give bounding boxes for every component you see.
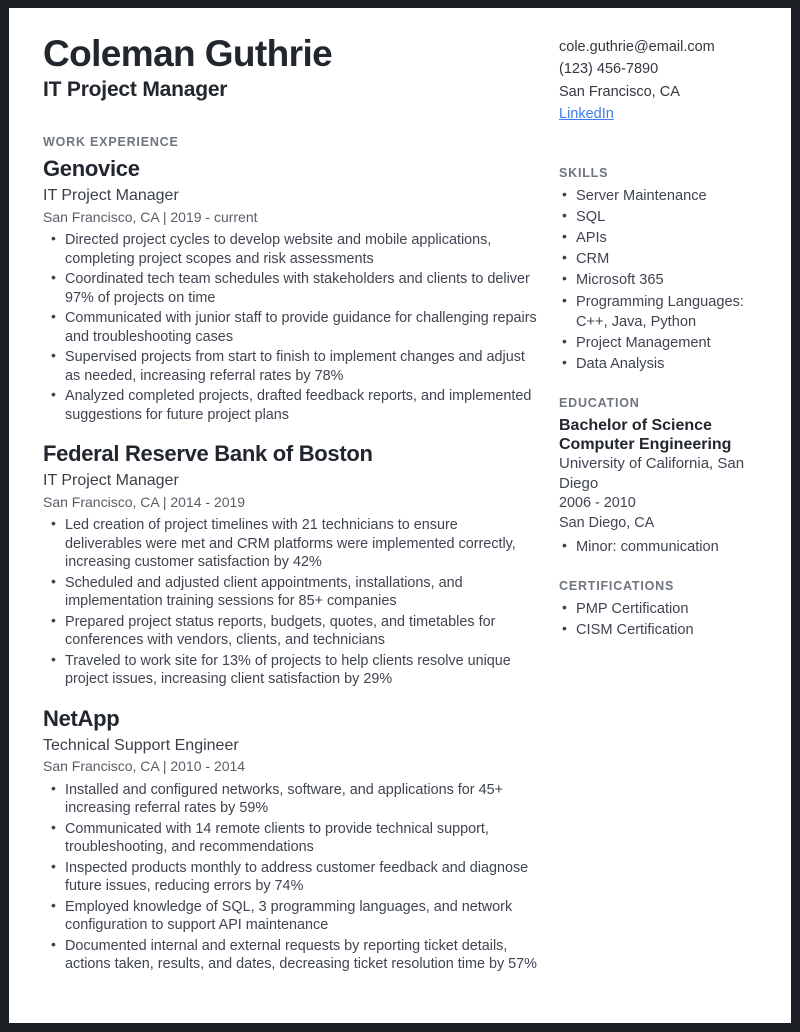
work-experience-heading: WORK EXPERIENCE: [43, 135, 179, 150]
job-bullet: • Analyzed completed projects, drafted feedback reports, and implemented suggestions for future project plans: [43, 387, 537, 424]
skill-item: • Programming Languages: C++, Java, Python: [559, 292, 763, 332]
job-bullet: • Communicated with 14 remote clients to provide technical support, troubleshooting, and recommendations: [43, 820, 537, 857]
job-entry: [43, 441, 537, 689]
job-title: IT Project Manager: [43, 187, 179, 205]
job-bullet: • Documented internal and external requests by reporting ticket details, actions taken, results, and dates, decreasing ticket resolution time by 57%: [43, 937, 537, 974]
page-title: Coleman Guthrie: [43, 33, 333, 74]
work-experience-section: [43, 135, 537, 974]
skills-list: [559, 186, 763, 374]
job-company: NetApp: [43, 705, 120, 731]
job-title: Technical Support Engineer: [43, 736, 239, 754]
job-meta: San Francisco, CA | 2014 - 2019: [43, 493, 246, 510]
skill-item: • SQL: [559, 207, 763, 227]
education-section: [559, 396, 763, 557]
job-bullet: • Employed knowledge of SQL, 3 programming languages, and network configuration to support API maintenance: [43, 898, 537, 935]
certifications-list: [559, 599, 763, 640]
job-bullet: • Led creation of project timelines with 21 technicians to ensure deliverables were met and CRM platforms were implemented correctly, increasing customer satisfaction by 42%: [43, 516, 537, 572]
job-entry: [43, 706, 537, 974]
job-bullet: • Traveled to work site for 13% of projects to help clients resolve unique project issues, increasing client satisfaction by 29%: [43, 652, 537, 689]
right-column: [551, 34, 763, 662]
job-bullet: • Scheduled and adjusted client appointments, installations, and implementation training sessions for 85+ companies: [43, 574, 537, 611]
contact-email[interactable]: cole.guthrie@email.com: [559, 39, 715, 55]
job-bullet: • Prepared project status reports, budgets, quotes, and timetables for conferences with vendors, clients, and technicians: [43, 613, 537, 650]
job-bullet-list: [43, 231, 537, 424]
education-location: San Diego, CA: [559, 515, 655, 532]
education-heading: EDUCATION: [559, 396, 640, 410]
left-column: [43, 34, 551, 976]
contact-block: [559, 36, 763, 126]
job-meta: San Francisco, CA | 2010 - 2014: [43, 758, 246, 775]
job-bullet: • Coordinated tech team schedules with stakeholders and clients to deliver 97% of projects on time: [43, 270, 537, 307]
skill-item: • Server Maintenance: [559, 186, 763, 206]
certification-item: • PMP Certification: [559, 599, 763, 619]
certifications-heading: CERTIFICATIONS: [559, 579, 675, 594]
job-bullet: • Inspected products monthly to address customer feedback and diagnose future issues, reducing errors by 74%: [43, 859, 537, 896]
certifications-section: [559, 579, 763, 640]
skill-item: • Data Analysis: [559, 354, 763, 374]
job-meta: San Francisco, CA | 2019 - current: [43, 208, 258, 225]
contact-location: San Francisco, CA: [559, 83, 680, 100]
certification-item: • CISM Certification: [559, 620, 763, 640]
skill-item: • APIs: [559, 228, 763, 248]
education-school: University of California, San Diego: [559, 455, 745, 493]
education-bullet-list: [559, 537, 763, 557]
skills-heading: SKILLS: [559, 165, 609, 180]
header-subtitle: IT Project Manager: [43, 78, 228, 102]
skill-item: • Project Management: [559, 333, 763, 353]
education-bullet: • Minor: communication: [559, 537, 763, 557]
linkedin-link[interactable]: LinkedIn: [559, 106, 614, 123]
resume-sheet: [9, 8, 791, 1023]
education-years: 2006 - 2010: [559, 495, 636, 512]
job-bullet: • Directed project cycles to develop website and mobile applications, completing project scopes and risk assessments: [43, 231, 537, 268]
skill-item: • Microsoft 365: [559, 270, 763, 290]
job-company: Genovice: [43, 156, 140, 182]
skill-item: • CRM: [559, 249, 763, 269]
job-company: Federal Reserve Bank of Boston: [43, 441, 373, 467]
job-bullet-list: [43, 516, 537, 689]
job-bullet: • Supervised projects from start to finish to implement changes and adjust as needed, increasing referral rates by 78%: [43, 348, 537, 385]
job-bullet: • Installed and configured networks, software, and applications for 45+ increasing referral rates by 59%: [43, 781, 537, 818]
job-bullet-list: [43, 781, 537, 974]
education-degree-line1: Bachelor of Science: [559, 417, 712, 434]
contact-phone[interactable]: (123) 456-7890: [559, 61, 659, 78]
job-entry: [43, 156, 537, 424]
education-degree-line2: Computer Engineering: [559, 436, 732, 454]
job-bullet: • Communicated with junior staff to provide guidance for challenging repairs and troubleshooting cases: [43, 309, 537, 346]
skills-section: [559, 166, 763, 374]
job-title: IT Project Manager: [43, 472, 179, 490]
